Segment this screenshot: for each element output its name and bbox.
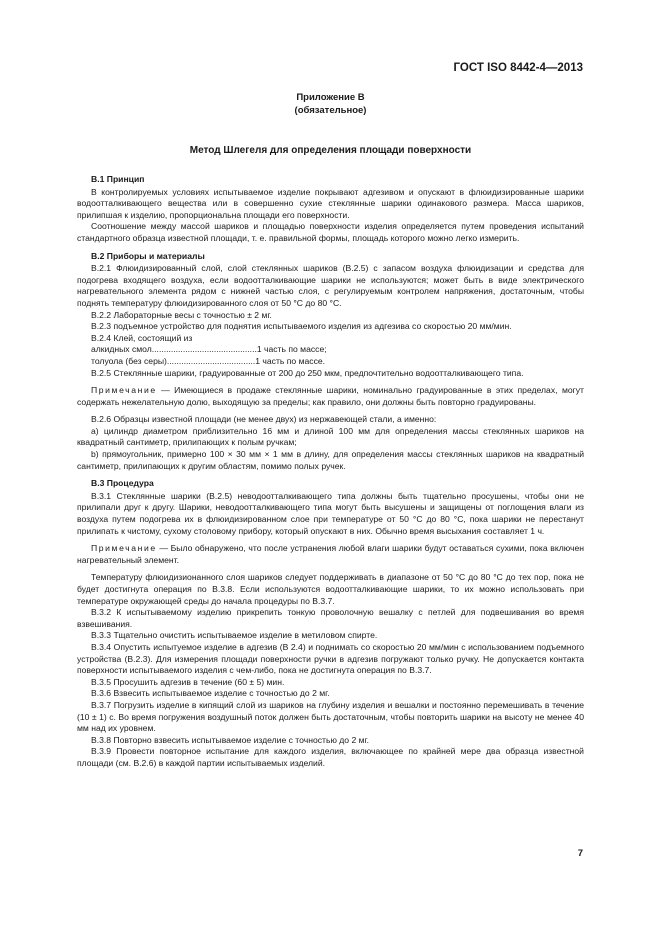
- annex-title: Приложение В: [296, 92, 365, 103]
- paragraph: В.2.3 подъемное устройство для поднятия испытываемого изделия из адгезива со скоростью 20 мм/мин.: [91, 321, 512, 332]
- paragraph: В.3.7 Погрузить изделие в кипящий слой из шариков на глубину изделия и вешалки и постоянно перемешивать в течение (10 ± 1) с. Во время погружения воздушный поток должен быть достаточным, чтобы повторить шарики на высоту не менее 40 мм над их уровнем.: [77, 699, 584, 734]
- note-text: — Было обнаружено, что после устранения любой влаги шарики будут оставаться сухими, пока включен нагревательный элемент.: [77, 543, 584, 565]
- paragraph: Соотношение между массой шариков и площадью поверхности изделия определяется путем проведения испытаний стандартного образца известной площади, т. е. правильной формы, площадь которого можно легко измерить.: [77, 221, 584, 243]
- paragraph: В.3.8 Повторно взвесить испытываемое изделие с точностью до 2 мг.: [91, 734, 370, 745]
- paragraph: В.3.3 Тщательно очистить испытываемое изделие в метиловом спирте.: [91, 630, 378, 641]
- annex-status: (обязательное): [294, 105, 367, 116]
- standard-designation: ГОСТ ISO 8442-4—2013: [453, 62, 583, 74]
- paragraph: В.2.5 Стеклянные шарики, градуированные от 200 до 250 мкм, предпочтительно водоотталкивающего типа.: [91, 367, 524, 378]
- list-item: толуола (без серы).....................................1 часть по массе.: [91, 355, 326, 366]
- document-body: [77, 171, 584, 770]
- section-heading-principle: В.1 Принцип: [91, 174, 145, 184]
- list-item: алкидных смол............................................1 часть по массе;: [91, 344, 327, 355]
- paragraph: В.3.1 Стеклянные шарики (В.2.5) неводоотталкивающего типа должны быть тщательно просушены, чтобы они не прилипали друг к другу. Шарики, неводоотталкивающего типа могут быть высушены и защищены от поглощения влаги из воздуха путем подогрева их в флюидизированном слое при температуре от 50 °С до 80 °С, пока шарики не перестанут прилипать к чистому, сухому столовому прибору, который опускают в них. Обычно время высыхания составляет 1 ч.: [77, 490, 584, 536]
- note-label: Примечание: [91, 543, 157, 554]
- note-text: — Имеющиеся в продаже стеклянные шарики, номинально градуированные в этих пределах, могут содержать нежелательную долю, выходящую за пределы; как правило, они должны быть повторно градуированы.: [77, 385, 584, 407]
- paragraph: Температуру флюидизионанного слоя шариков следует поддерживать в диапазоне от 50 °С до 80 °С до тех пор, пока не будет достигнута операция по В.3.8. Если используются водоотталкивающие шарики, то их можно использовать при температуре окружающей среды до начала процедуры по В.3.7.: [77, 572, 584, 606]
- paragraph: В.2.2 Лабораторные весы с точностью ± 2 мг.: [91, 309, 272, 320]
- page-number: 7: [577, 848, 583, 859]
- note: [77, 385, 584, 408]
- paragraph: В.2.1 Флюидизированный слой, слой стеклянных шариков (В.2.5) с запасом воздуха флюидизации и средства для подогрева входящего воздуха, если водоотталкивающие шарики не используются; может быть в виде электрического нагревательного элемента рядом с нижней частью слоя, с регулируемым контролем напряжения, достаточным, чтобы поднять температуру флюидизированного слоя от 50 °С до 80 °С.: [77, 263, 584, 308]
- paragraph: В.3.2 К испытываемому изделию прикрепить тонкую проволочную вешалку с петлей для подвешивания во время взвешивания.: [77, 607, 584, 629]
- paragraph: В.2.4 Клей, состоящий из: [91, 332, 193, 343]
- paragraph: В.3.5 Просушить адгезив в течение (60 ± 5) мин.: [91, 676, 285, 687]
- paragraph: В.3.4 Опустить испытуемое изделие в адгезив (В 2.4) и поднимать со скоростью 20 мм/мин с использованием подъемного устройства (В.2.3). Для измерения площади поверхности ручки в адгезив погружают только ручку. Не допускается контакта поверхности испытываемого изделия с чем-либо, пока не достигнута операция по В.3.7.: [77, 641, 584, 676]
- paragraph: В.3.9 Провести повторное испытание для каждого изделия, включающее по крайней мере два образца известной площади (см. В.2.6) в каждой партии испытываемых изделий.: [77, 746, 584, 768]
- section-heading-apparatus: В.2 Приборы и материалы: [91, 250, 205, 261]
- section-heading-procedure: В.3 Процедура: [91, 478, 154, 489]
- method-title: Метод Шлегеля для определения площади поверхности: [189, 145, 472, 156]
- list-item: b) прямоугольник, примерно 100 × 30 мм × 1 мм в длину, для определения массы стеклянных шариков на квадратный сантиметр, прилипающих к другим областям, помимо полых ручек.: [77, 449, 584, 471]
- note: [77, 543, 584, 566]
- list-item: a) цилиндр диаметром приблизительно 16 мм и длиной 100 мм для определения массы стеклянных шариков на квадратный сантиметр, прилипающих к полым ручкам;: [77, 425, 584, 448]
- paragraph: В.2.6 Образцы известной площади (не менее двух) из нержавеющей стали, а именно:: [91, 414, 437, 425]
- paragraph: В контролируемых условиях испытываемое изделие покрывают адгезивом и опускают в флюидизированные шарики водоотталкивающего вещества или в совершенно сухие стеклянные шарики одинакового размера. Масса шариков, прилипшая к изделию, пропорциональна площади его поверхности.: [77, 186, 584, 220]
- paragraph: В.3.6 Взвесить испытываемое изделие с точностью до 2 мг.: [91, 688, 330, 699]
- note-label: Примечание: [91, 385, 157, 396]
